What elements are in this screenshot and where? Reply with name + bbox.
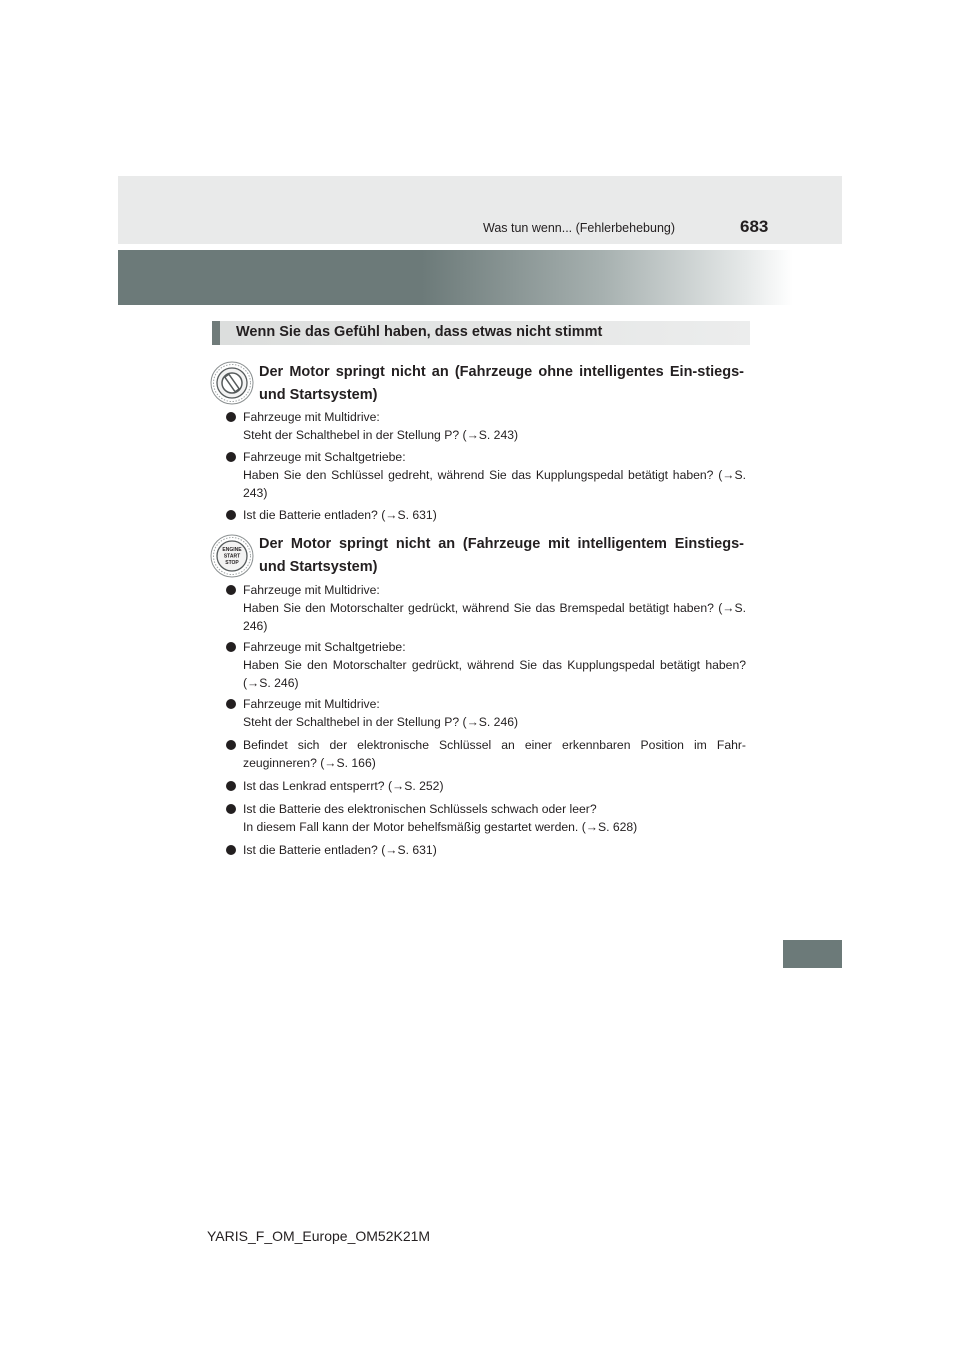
bullet-text: Ist die Batterie entladen? (→S. 631) <box>243 508 437 522</box>
bullet-text: Haben Sie den Schlüssel gedreht, während Sie das Kupplungspedal betätigt haben? (→S. 243) <box>243 468 746 500</box>
bullet-text: Befindet sich der elektronische Schlüssel an einer erkennbaren Position im Fahr-zeuginneren? (→S. 166) <box>243 738 746 770</box>
bullet-text: Haben Sie den Motorschalter gedrückt, während Sie das Kupplungspedal betätigt haben? (→S. 246) <box>243 658 746 690</box>
engine-start-stop-icon <box>210 534 254 578</box>
section-heading-text: Wenn Sie das Gefühl haben, dass etwas nicht stimmt <box>236 324 603 340</box>
subsection-2-heading: Der Motor springt nicht an (Fahrzeuge mit intelligentem Einstiegs- und Startsystem) <box>259 536 744 575</box>
bullet-dot <box>226 845 236 855</box>
page-number: 683 <box>740 217 769 236</box>
header-title: Was tun wenn... (Fehlerbehebung) <box>483 221 676 235</box>
chapter-side-tab <box>783 940 842 968</box>
header-bar <box>118 176 842 244</box>
bullet-dot <box>226 699 236 709</box>
bullet-dot <box>226 781 236 791</box>
bullet-dot <box>226 804 236 814</box>
bullet-text: In diesem Fall kann der Motor behelfsmäßig gestartet werden. (→S. 628) <box>243 820 638 834</box>
stop-label: STOP <box>225 560 239 566</box>
engine-label: ENGINE <box>222 547 242 553</box>
bullet-dot <box>226 740 236 750</box>
bullet-text: Steht der Schalthebel in der Stellung P? (→S. 246) <box>243 715 519 729</box>
bullet-dot <box>226 452 236 462</box>
bullet-dot <box>226 412 236 422</box>
bullet-dot <box>226 585 236 595</box>
section-heading <box>212 321 750 345</box>
bullet-text: Ist das Lenkrad entsperrt? (→S. 252) <box>243 779 444 793</box>
footer-code: YARIS_F_OM_Europe_OM52K21M <box>207 1228 431 1244</box>
bullet-text: Haben Sie den Motorschalter gedrückt, während Sie das Bremspedal betätigt haben? (→S. 246) <box>243 601 746 633</box>
ignition-switch-icon <box>210 361 254 405</box>
bullet-text: Fahrzeuge mit Multidrive: <box>243 583 380 597</box>
bullet-text: Fahrzeuge mit Schaltgetriebe: <box>243 450 406 464</box>
bullet-text: Ist die Batterie entladen? (→S. 631) <box>243 843 437 857</box>
subsection-1-heading: Der Motor springt nicht an (Fahrzeuge ohne intelligentes Ein-stiegs- und Startsystem) <box>259 364 744 403</box>
bullet-text: Ist die Batterie des elektronischen Schlüssels schwach oder leer? <box>243 802 597 816</box>
bullet-dot <box>226 510 236 520</box>
bullet-text: Fahrzeuge mit Multidrive: <box>243 410 380 424</box>
bullet-text: Steht der Schalthebel in der Stellung P? (→S. 243) <box>243 428 519 442</box>
bullet-dot <box>226 642 236 652</box>
bullet-text: Fahrzeuge mit Multidrive: <box>243 697 380 711</box>
start-label: START <box>223 553 241 560</box>
gradient-band <box>118 250 793 305</box>
bullet-text: Fahrzeuge mit Schaltgetriebe: <box>243 640 406 654</box>
